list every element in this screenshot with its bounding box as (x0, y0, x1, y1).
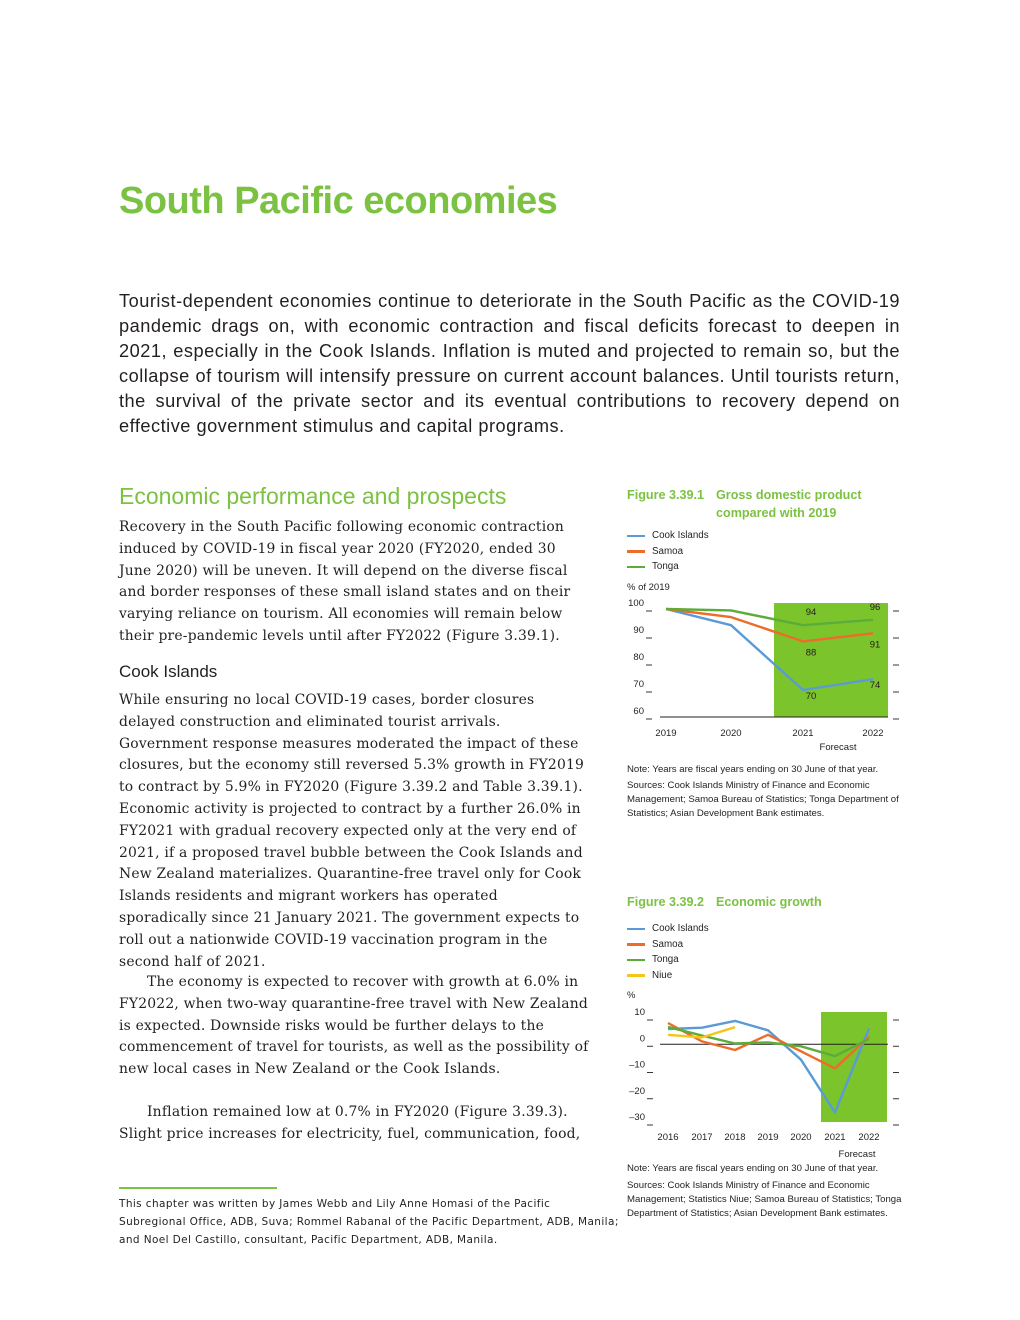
y-tick-label: 90 (633, 625, 644, 636)
figure-1-number: Figure 3.39.1 (627, 488, 704, 502)
y-tick-label: 60 (633, 706, 644, 717)
x-tick-label: 2020 (720, 728, 742, 739)
x-tick-label: 2022 (858, 1132, 880, 1143)
y-tick-label: 0 (639, 1033, 645, 1045)
y-tick-label: –20 (629, 1085, 645, 1097)
legend-label: Samoa (652, 938, 684, 950)
legend-label: Tonga (652, 561, 679, 573)
y-tick-label: 100 (628, 598, 644, 609)
figure-1-title-line-2: compared with 2019 (716, 506, 837, 520)
body-paragraph-3: The economy is expected to recover with growth at 6.0% in FY2022, when two-way quarantine-free travel with New Zealand is expected. Downside risks would be further delays to the commencement of travel for tourists, as well as the possibility of new local cases in New Zealand or the Cook Islands. (119, 974, 589, 1078)
figure-2-sources: Sources: Cook Islands Ministry of Finance and Economic Management; Statistics Niue; Samoa Bureau of Statistics; Tonga Department of Statistics; Asian Development Bank estimates. (627, 1180, 902, 1219)
data-label-samoa: 91 (869, 639, 881, 651)
x-tick-label: 2019 (757, 1132, 779, 1143)
y-tick-label: –30 (629, 1112, 645, 1123)
legend-label: Samoa (652, 545, 684, 557)
y-axis-title: % (627, 990, 636, 1001)
x-tick-label: 2019 (655, 728, 677, 739)
x-tick-label: 2017 (691, 1132, 713, 1143)
y-tick-label: –10 (629, 1059, 645, 1071)
intro-paragraph: Tourist-dependent economies continue to deteriorate in the South Pacific as the COVID-19 pandemic drags on, with economic contraction and fiscal deficits forecast to deepen in 2021, especially in the Cook Islands. Inflation is muted and projected to remain so, but the collapse of tourism will intensify pressure on current account balances. Until tourists return, the survival of the private sector and its eventual contributions to recovery depend on effective government stimulus and capital programs. (119, 291, 900, 436)
body-paragraph-4: Inflation remained low at 0.7% in FY2020 (Figure 3.39.3). Slight price increases for electricity, fuel, communication, food, (119, 1104, 581, 1142)
legend-label: Cook Islands (652, 923, 709, 935)
legend-label: Cook Islands (652, 530, 709, 542)
forecast-label: Forecast (819, 742, 857, 753)
x-tick-label: 2018 (724, 1132, 746, 1143)
data-label-cook-islands: 74 (869, 680, 881, 692)
figure-2-title: Economic growth (716, 895, 822, 909)
x-tick-label: 2016 (657, 1132, 679, 1143)
page-title: South Pacific economies (119, 180, 558, 222)
y-axis-title: % of 2019 (627, 582, 670, 593)
body-paragraph-1: Recovery in the South Pacific following economic contraction induced by COVID-19 in fiscal year 2020 (FY2020, ended 30 June 2020) will be uneven. It will depend on the diverse fiscal and border responses of these small island states and on their varying reliance on tourism. All economies will remain below their pre-pandemic levels until after FY2022 (Figure 3.39.1). (119, 519, 571, 644)
figure-2-number: Figure 3.39.2 (627, 895, 704, 909)
figure-1-sources: Sources: Cook Islands Ministry of Finance and Economic Management; Samoa Bureau of Statistics; Tonga Department of Statistics; Asian Development Bank estimates. (627, 780, 899, 819)
section-heading: Economic performance and prospects (119, 483, 507, 509)
y-tick-label: 70 (633, 679, 644, 690)
x-tick-label: 2020 (790, 1132, 812, 1143)
figure-1-title: Gross domestic product (716, 488, 862, 502)
sub-heading-cook-islands: Cook Islands (119, 662, 218, 681)
x-tick-label: 2021 (824, 1132, 846, 1143)
x-tick-label: 2022 (862, 728, 884, 739)
footnote: This chapter was written by James Webb and Lily Anne Homasi of the Pacific Subregional Office, ADB, Suva; Rommel Rabanal of the Pacific Department, ADB, Manila; and Noel Del Castillo, consultant, Pacific Department, ADB, Manila. (119, 1198, 619, 1246)
y-tick-label: 10 (634, 1007, 645, 1018)
data-label-cook-islands: 70 (805, 691, 817, 702)
figure-2-note: Note: Years are fiscal years ending on 30 June of that year. (627, 1163, 879, 1174)
legend-label: Niue (652, 969, 673, 981)
body-paragraph-2: While ensuring no local COVID-19 cases, border closures delayed construction and eliminated tourist arrivals. Government response measures moderated the impact of these closures, but the economy still reversed 5.3% growth in FY2019 to contract by 5.9% in FY2020 (Figure 3.39.2 and Table 3.39.1). Economic activity is projected to contract by a further 26.0% in FY2021 with gradual recovery expected only at the very end of 2021, if a proposed travel bubble between the Cook Islands and New Zealand materializes. Quarantine-free travel only for Cook Islands residents and migrant workers has operated sporadically since 21 January 2021. The government expects to roll out a nationwide COVID-19 vaccination program in the second half of 2021. (119, 692, 585, 970)
x-tick-label: 2021 (792, 728, 814, 739)
data-label-samoa: 88 (805, 647, 817, 659)
figure-1-note: Note: Years are fiscal years ending on 30 June of that year. (627, 764, 879, 775)
forecast-label: Forecast (838, 1149, 876, 1160)
data-label-tonga: 94 (805, 607, 817, 619)
y-tick-label: 80 (633, 652, 644, 663)
data-label-tonga: 96 (869, 601, 881, 613)
legend-label: Tonga (652, 954, 679, 966)
